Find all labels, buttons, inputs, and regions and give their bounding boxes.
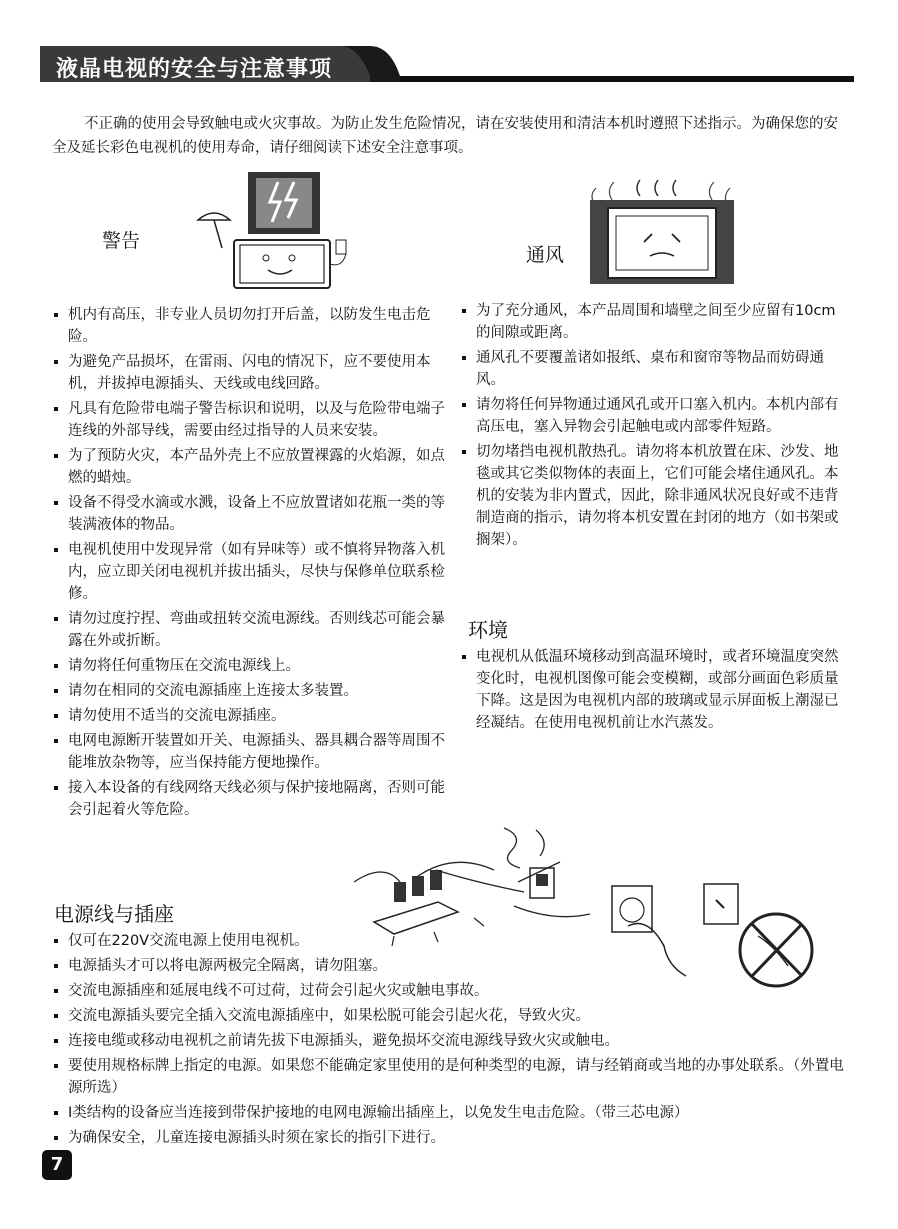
list-item: 电视机从低温环境移动到高温环境时，或者环境温度突然变化时，电视机图像可能会变模糊，或部分画面色彩质量下降。这是因为电视机内部的玻璃或显示屏面板上潮湿已经凝结。在使用电视机前让水汽蒸发。 bbox=[462, 646, 850, 734]
list-item: Ⅰ类结构的设备应当连接到带保护接地的电网电源输出插座上，以免发生电击危险。（带三芯电源） bbox=[54, 1102, 854, 1124]
list-item: 凡具有危险带电端子警告标识和说明，以及与危险带电端子连线的外部导线，需要由经过指导的人员来安装。 bbox=[54, 398, 452, 442]
list-item: 电源插头才可以将电源两极完全隔离，请勿阻塞。 bbox=[54, 955, 854, 977]
list-item: 电网电源断开装置如开关、电源插头、器具耦合器等周围不能堆放杂物等，应当保持能方便地操作。 bbox=[54, 730, 452, 774]
list-item: 电视机使用中发现异常（如有异味等）或不慎将异物落入机内，应立即关闭电视机并拔出插头，尽快与保修单位联系检修。 bbox=[54, 539, 452, 605]
list-item: 要使用规格标牌上指定的电源。如果您不能确定家里使用的是何种类型的电源，请与经销商或当地的办事处联系。（外置电源所选） bbox=[54, 1055, 854, 1099]
list-item: 为避免产品损坏，在雷雨、闪电的情况下，应不要使用本机，并拔掉电源插头、天线或电线回路。 bbox=[54, 351, 452, 395]
list-item: 为了预防火灾，本产品外壳上不应放置裸露的火焰源，如点燃的蜡烛。 bbox=[54, 445, 452, 489]
environment-title: 环境 bbox=[468, 618, 508, 642]
list-item: 请勿使用不适当的交流电源插座。 bbox=[54, 705, 452, 727]
list-item: 仅可在220V交流电源上使用电视机。 bbox=[54, 930, 854, 952]
environment-list bbox=[462, 646, 850, 737]
ventilation-label: 通风 bbox=[526, 244, 565, 266]
list-item: 请勿过度拧捏、弯曲或扭转交流电源线。否则线芯可能会暴露在外或折断。 bbox=[54, 608, 452, 652]
list-item: 机内有高压，非专业人员切勿打开后盖，以防发生电击危险。 bbox=[54, 304, 452, 348]
tv-ventilation-illustration bbox=[582, 176, 742, 288]
page-number: 7 bbox=[42, 1150, 72, 1180]
list-item: 请勿将任何异物通过通风孔或开口塞入机内。本机内部有高压电，塞入异物会引起触电或内部零件短路。 bbox=[462, 394, 850, 438]
power-list bbox=[54, 930, 854, 1152]
list-item: 切勿堵挡电视机散热孔。请勿将本机放置在床、沙发、地毯或其它类似物体的表面上，它们可能会堵住通风孔。本机的安装为非内置式，因此，除非通风状况良好或不违背制造商的指示，请勿将本机安置在封闭的地方（如书架或搁架）。 bbox=[462, 441, 850, 551]
list-item: 为确保安全，儿童连接电源插头时须在家长的指引下进行。 bbox=[54, 1127, 854, 1149]
power-strip-illustration bbox=[354, 822, 590, 946]
list-item: 接入本设备的有线网络天线必须与保护接地隔离，否则可能会引起着火等危险。 bbox=[54, 777, 452, 821]
list-item: 为了充分通风，本产品周围和墙壁之间至少应留有10cm的间隙或距离。 bbox=[462, 300, 850, 344]
warning-list bbox=[54, 304, 452, 824]
list-item: 通风孔不要覆盖诸如报纸、桌布和窗帘等物品而妨碍通风。 bbox=[462, 347, 850, 391]
list-item: 交流电源插头要完全插入交流电源插座中，如果松脱可能会引起火花，导致火灾。 bbox=[54, 1005, 854, 1027]
warning-label: 警告 bbox=[102, 230, 141, 252]
page-title: 液晶电视的安全与注意事项 bbox=[56, 57, 333, 82]
list-item: 连接电缆或移动电视机之前请先拔下电源插头，避免损坏交流电源线导致火灾或触电。 bbox=[54, 1030, 854, 1052]
ventilation-list bbox=[462, 300, 850, 554]
intro-paragraph: 不正确的使用会导致触电或火灾事故。为防止发生危险情况，请在安装使用和清洁本机时遵照下述指示。为确保您的安全及延长彩色电视机的使用寿命，请仔细阅读下述安全注意事项。 bbox=[52, 116, 838, 156]
tv-lightning-illustration bbox=[196, 168, 356, 292]
list-item: 设备不得受水滴或水溅，设备上不应放置诸如花瓶一类的等装满液体的物品。 bbox=[54, 492, 452, 536]
list-item: 请勿在相同的交流电源插座上连接太多装置。 bbox=[54, 680, 452, 702]
list-item: 交流电源插座和延展电线不可过荷，过荷会引起火灾或触电事故。 bbox=[54, 980, 854, 1002]
list-item: 请勿将任何重物压在交流电源线上。 bbox=[54, 655, 452, 677]
power-title: 电源线与插座 bbox=[54, 902, 174, 926]
